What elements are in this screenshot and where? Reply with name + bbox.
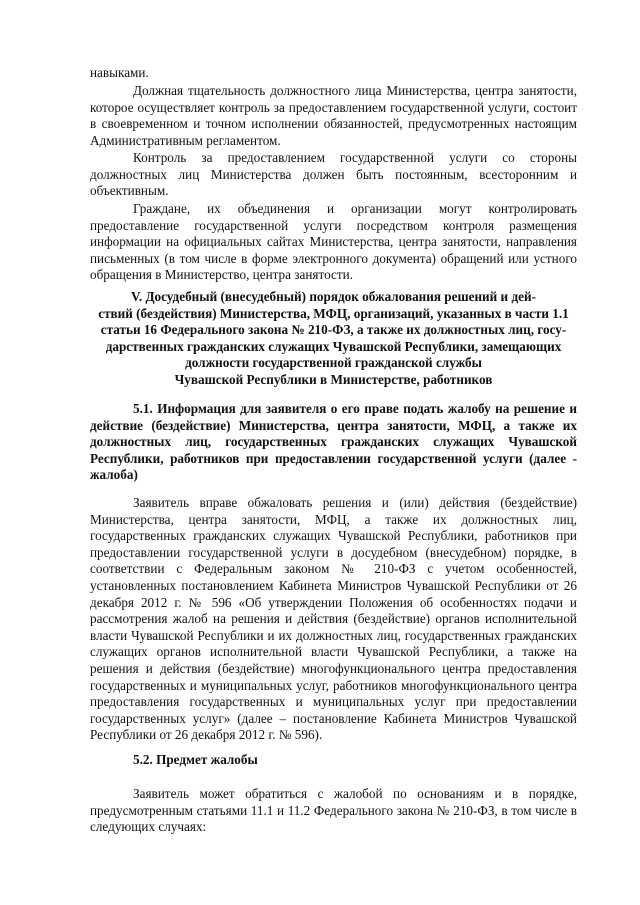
section-v-heading-line: должности государственной гражданской службы [185, 355, 482, 371]
paragraph-grounds: Заявитель может обратиться с жалобой по основаниям и в порядке, предусмотренным статьями 11.1 и 11.2 Федерального закона № 210-ФЗ, в том числе в следующих случаях: [90, 786, 577, 835]
section-v-heading-line: ствий (бездействия) Министерства, МФЦ, организаций, указанных в части 1.1 [98, 305, 569, 321]
paragraph-control: Контроль за предоставлением государственной услуги со стороны должностных лиц Министерства должен быть постоянным, всесторонним и объективным. [90, 150, 577, 199]
paragraph-diligence: Должная тщательность должностного лица Министерства, центра занятости, которое осуществляет контроль за предоставлением государственной услуги, состоит в своевременном и точном исполнении обязанностей, предусмотренных настоящим Административным регламентом. [90, 83, 577, 148]
section-v-heading-line: статьи 16 Федерального закона № 210-ФЗ, а также их должностных лиц, госу- [100, 322, 567, 338]
subsection-5-1-heading: 5.1. Информация для заявителя о его праве подать жалобу на решение и действие (бездействие) Министерства, центра занятости, МФЦ, а также их должностных лиц, государственных гражданских служащих Чувашской Республики, работников при предоставлении государственной услуги (далее - жалоба) [90, 401, 577, 483]
subsection-5-2-heading: 5.2. Предмет жалобы [133, 752, 258, 767]
paragraph-citizens: Граждане, их объединения и организации могут контролировать предоставление государственной услуги посредством контроля размещения информации на официальных сайтах Министерства, центра занятости, направления письменных (в том числе в форме электронного документа) обращений или устного обращения в Министерство, центра занятости. [90, 201, 577, 283]
section-v-heading [90, 289, 577, 389]
paragraph-appeal-right: Заявитель вправе обжаловать решения и (или) действия (бездействие) Министерства, центра занятости, МФЦ, а также их должностных лиц, государственных гражданских служащих Чувашской Республики, работников при предоставлении государственной услуги в досудебном (внесудебном) порядке, в соответствии с Федеральным законом № 210-ФЗ с учетом особенностей, установленных постановлением Кабинета Министров Чувашской Республики от 26 декабря 2012 г. № 596 «Об утверждении Положения об особенностях подачи и рассмотрения жалоб на решения и действия (бездействие) органов исполнительной власти Чувашской Республики и их должностных лиц, государственных гражданских служащих органов исполнительной власти Чувашской Республики, а также на решения и действия (бездействие) многофункционального центра предоставления государственных и муниципальных услуг, работников многофункционального центра предоставления государственных и муниципальных услуг при предоставлении государственных услуг» (далее – постановление Кабинета Министров Чувашской Республики от 26 декабря 2012 г. № 596). [90, 495, 577, 743]
section-v-heading-line: Чувашской Республики в Министерстве, работников [174, 371, 493, 387]
section-v-heading-line: дарственных гражданских служащих Чувашской Республики, замещающих [105, 338, 562, 354]
section-v-heading-line: V. Досудебный (внесудебный) порядок обжалования решений и дей- [131, 289, 536, 304]
continuation-text: навыками. [90, 65, 149, 80]
